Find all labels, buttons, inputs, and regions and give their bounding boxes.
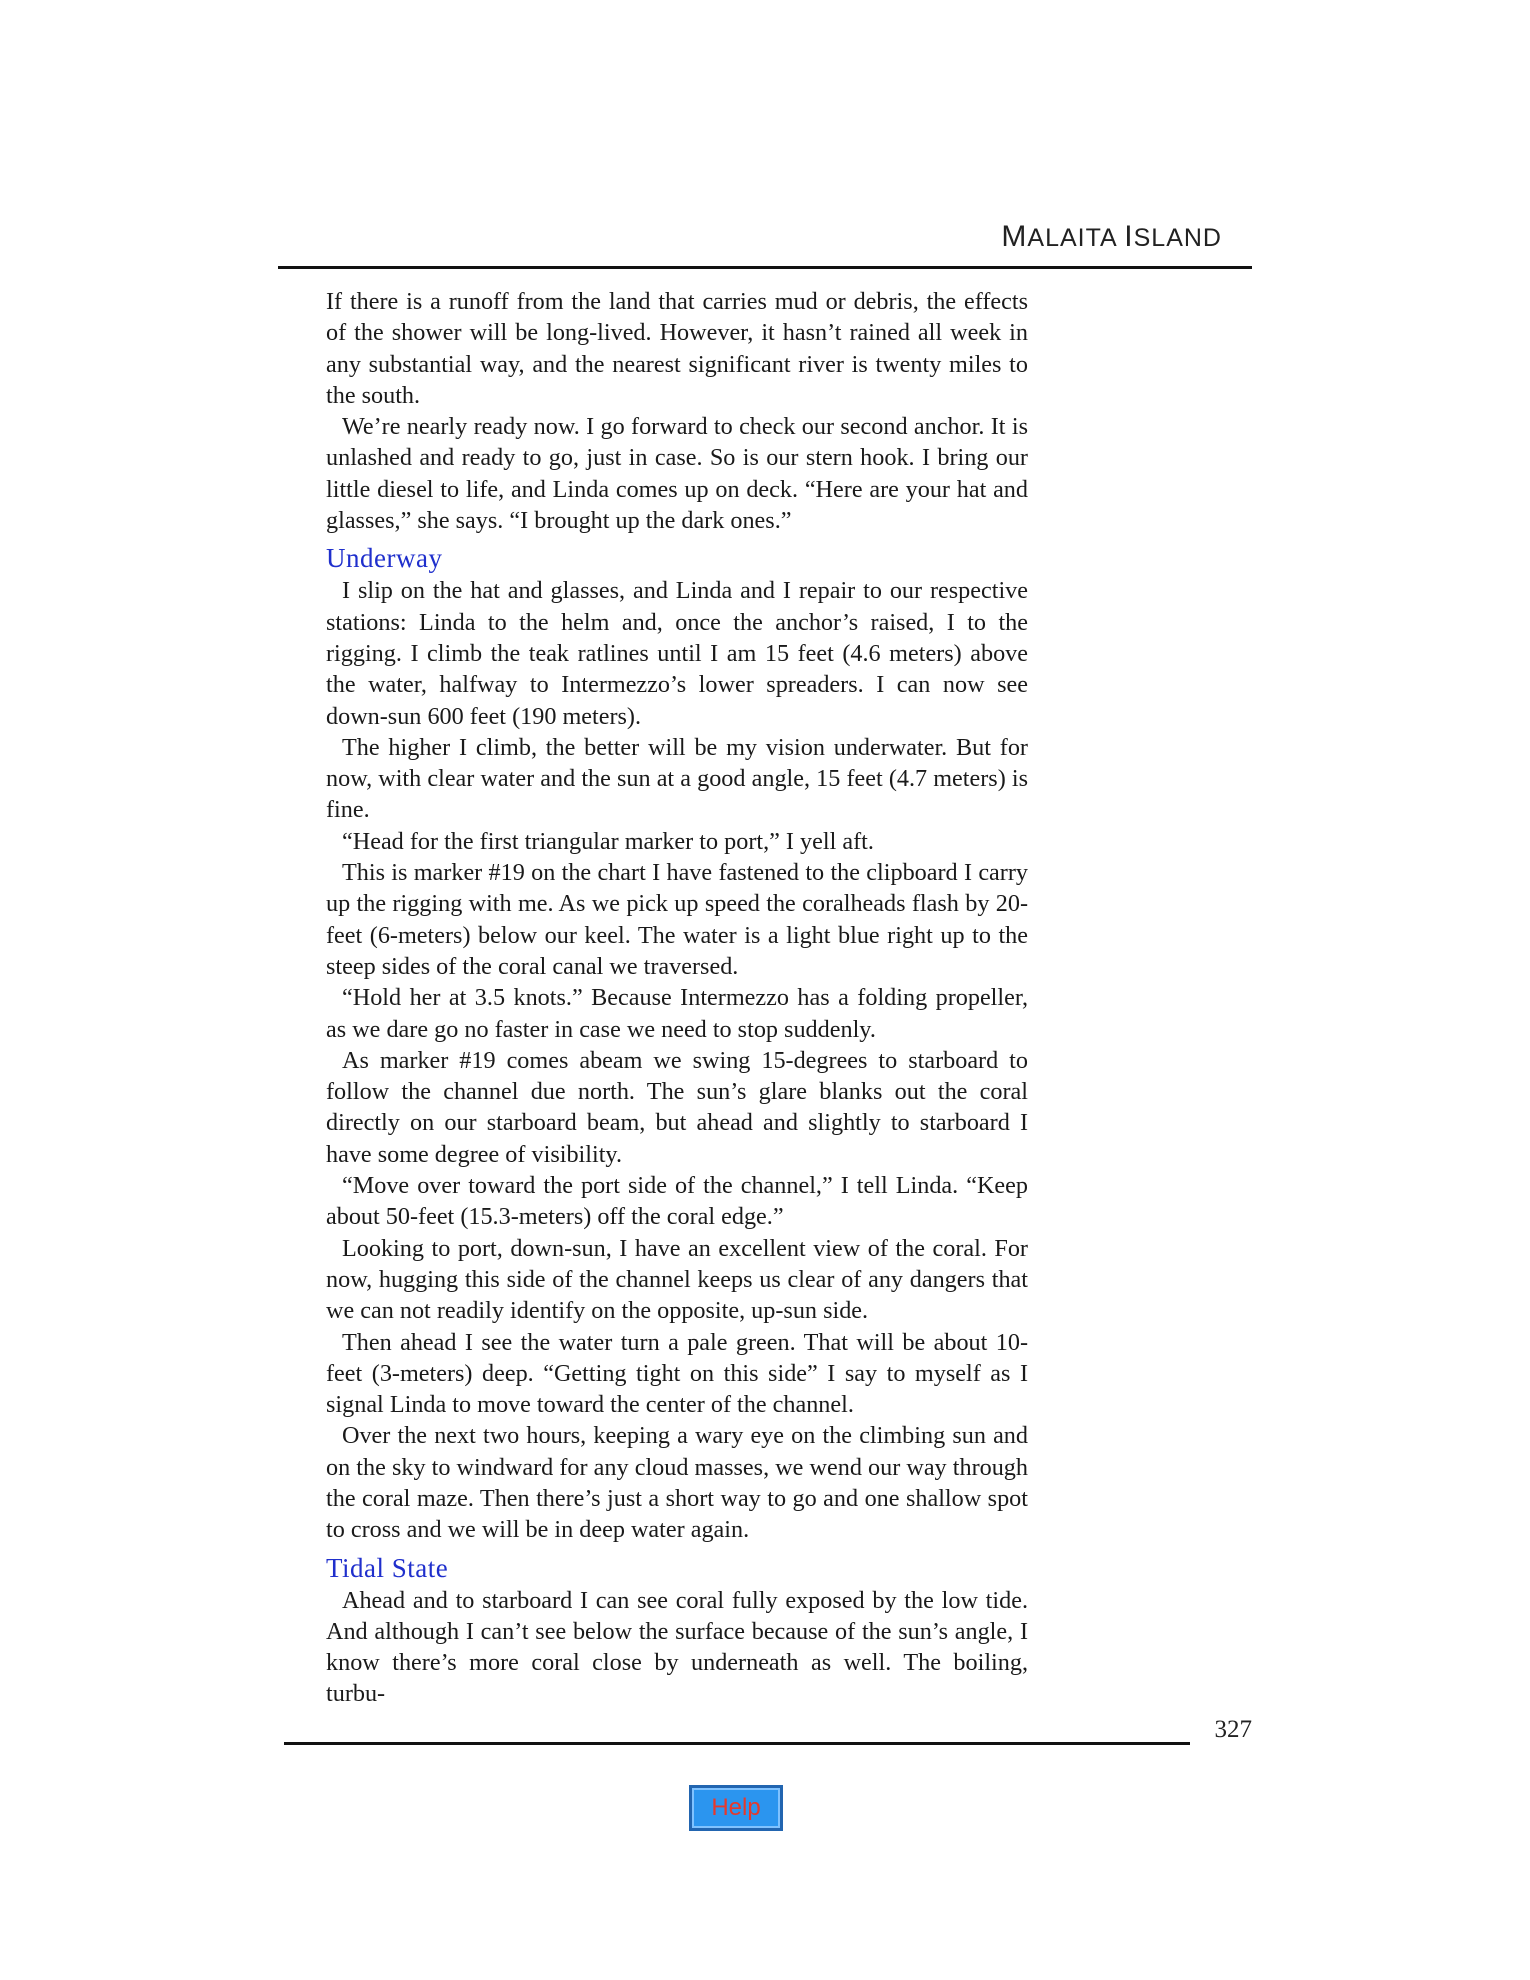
- page-number: 327: [1214, 1716, 1252, 1743]
- footer-rule: [284, 1742, 1190, 1745]
- paragraph: Then ahead I see the water turn a pale green. That will be about 10-feet (3-meters) deep. “Getting tight on this side” I say to myself as I signal Linda to move toward the center of the channel.: [326, 1328, 1028, 1419]
- running-head: [900, 220, 1222, 254]
- paragraph: I slip on the hat and glasses, and Linda and I repair to our respective stations: Linda to the helm and, once the anchor’s raised, I to the rigging. I climb the teak ratlines until I am 15 feet (4.6 meters) above the water, halfway to Intermezzo’s lower spreaders. I can now see down-sun 600 feet (190 meters).: [326, 577, 1028, 730]
- help-button[interactable]: Help: [689, 1785, 783, 1831]
- paragraph: We’re nearly ready now. I go forward to check our second anchor. It is unlashed and ready to go, just in case. So is our stern hook. I bring our little diesel to life, and Linda comes up on deck. “Here are your hat and glasses,” she says. “I brought up the dark ones.”: [326, 413, 1028, 535]
- section-heading-underway: Underway: [326, 543, 443, 574]
- paragraph: The higher I climb, the better will be my vision underwater. But for now, with clear water and the sun at a good angle, 15 feet (4.7 meters) is fine.: [326, 733, 1028, 824]
- running-head-initial-2: I: [1124, 220, 1134, 253]
- running-head-rest-2: SLAND: [1133, 224, 1222, 252]
- section-heading-tidal-state: Tidal State: [326, 1552, 449, 1583]
- header-rule: [278, 266, 1252, 269]
- paragraph: As marker #19 comes abeam we swing 15-degrees to starboard to follow the channel due north. The sun’s glare blanks out the coral directly on our starboard beam, but ahead and slightly to starboard I have some degree of visibility.: [326, 1046, 1028, 1168]
- paragraph: “Hold her at 3.5 knots.” Because Intermezzo has a folding propeller, as we dare go no faster in case we need to stop suddenly.: [326, 984, 1028, 1043]
- paragraph: Over the next two hours, keeping a wary eye on the climbing sun and on the sky to windward for any cloud masses, we wend our way through the coral maze. Then there’s just a short way to go and one shallow spot to cross and we will be in deep water again.: [326, 1422, 1028, 1544]
- paragraph: This is marker #19 on the chart I have fastened to the clipboard I carry up the rigging with me. As we pick up speed the coralheads flash by 20-feet (6-meters) below our keel. The water is a light blue right up to the steep sides of the coral canal we traversed.: [326, 859, 1028, 980]
- paragraph: If there is a runoff from the land that carries mud or debris, the effects of the shower will be long-lived. However, it hasn’t rained all week in any substantial way, and the nearest significant river is twenty miles to the south.: [326, 288, 1028, 409]
- paragraph: Looking to port, down-sun, I have an excellent view of the coral. For now, hugging this side of the channel keeps us clear of any dangers that we can not readily identify on the opposite, up-sun side.: [326, 1234, 1028, 1325]
- body-text: [326, 286, 1028, 1710]
- paragraph: “Move over toward the port side of the channel,” I tell Linda. “Keep about 50-feet (15.3-meters) off the coral edge.”: [326, 1172, 1028, 1231]
- paragraph: Ahead and to starboard I can see coral fully exposed by the low tide. And although I can’t see below the surface because of the sun’s angle, I know there’s more coral close by underneath as well. The boiling, turbu-: [326, 1586, 1028, 1708]
- running-head-initial-1: M: [1001, 220, 1028, 253]
- running-head-rest-1: ALAITA: [1027, 224, 1117, 252]
- paragraph: “Head for the first triangular marker to port,” I yell aft.: [342, 827, 874, 855]
